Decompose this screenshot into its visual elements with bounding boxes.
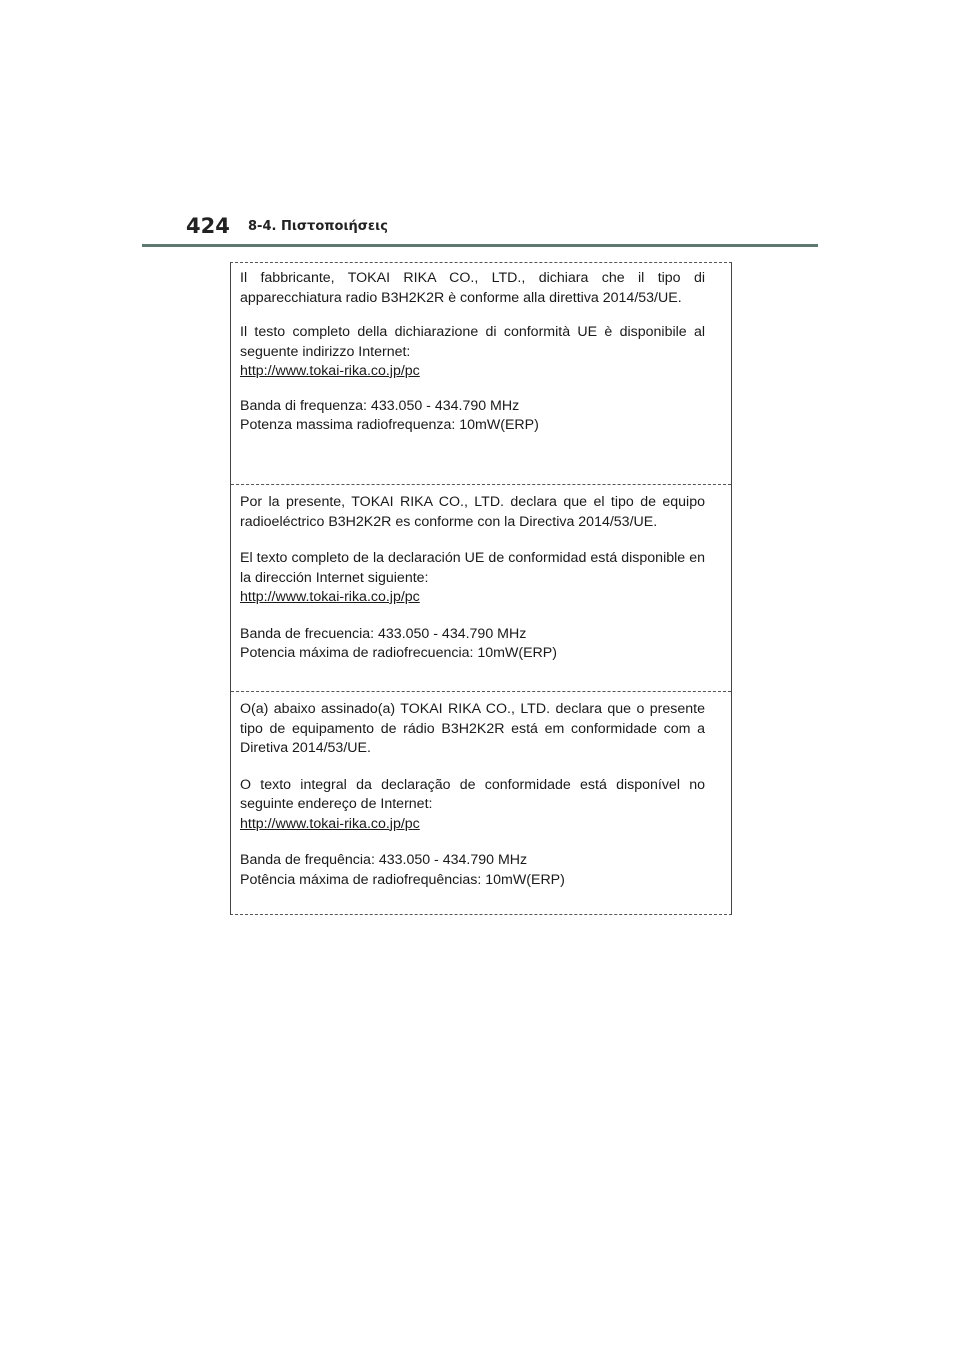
declaration-box <box>230 262 732 915</box>
declaration-block-italian <box>231 263 731 484</box>
full-text-availability: Il testo completo della dichiarazione di conformità UE è disponibile al seguente indirizzo Internet: <box>240 324 705 360</box>
declaration-text: Por la presente, TOKAI RIKA CO., LTD. declara que el tipo de equipo radioeléctrico B3H2K2R es conforme con la Directiva 2014/53/UE. <box>240 494 705 530</box>
header-divider <box>142 244 818 247</box>
page-number: 424 <box>186 214 230 238</box>
page-header <box>142 212 818 246</box>
declaration-text: O(a) abaixo assinado(a) TOKAI RIKA CO., LTD. declara que o presente tipo de equipamento de rádio B3H2K2R está em conformidade com a Diretiva 2014/53/UE. <box>240 701 705 756</box>
declaration-url-link[interactable]: http://www.tokai-rika.co.jp/pc <box>240 815 420 832</box>
frequency-band: Banda di frequenza: 433.050 - 434.790 MHz <box>240 397 520 414</box>
declaration-url-link[interactable]: http://www.tokai-rika.co.jp/pc <box>240 363 420 379</box>
max-power: Potenza massima radiofrequenza: 10mW(ERP) <box>240 417 539 433</box>
full-text-availability: El texto completo de la declaración UE de conformidad está disponible en la dirección Internet siguiente: <box>240 550 705 586</box>
declaration-block-portuguese <box>231 691 731 914</box>
max-power: Potência máxima de radiofrequências: 10mW(ERP) <box>240 871 565 888</box>
section-title: 8-4. Πιστοποιήσεις <box>248 219 388 234</box>
declaration-block-spanish <box>231 484 731 691</box>
declaration-text: Il fabbricante, TOKAI RIKA CO., LTD., dichiara che il tipo di apparecchiatura radio B3H2K2R è conforme alla direttiva 2014/53/UE. <box>240 270 705 306</box>
declaration-url-link[interactable]: http://www.tokai-rika.co.jp/pc <box>240 589 420 605</box>
full-text-availability: O texto integral da declaração de conformidade está disponível no seguinte endereço de Internet: <box>240 776 705 812</box>
frequency-band: Banda de frequência: 433.050 - 434.790 MHz <box>240 852 528 868</box>
max-power: Potencia máxima de radiofrecuencia: 10mW(ERP) <box>240 645 557 661</box>
frequency-band: Banda de frecuencia: 433.050 - 434.790 MHz <box>240 625 527 642</box>
